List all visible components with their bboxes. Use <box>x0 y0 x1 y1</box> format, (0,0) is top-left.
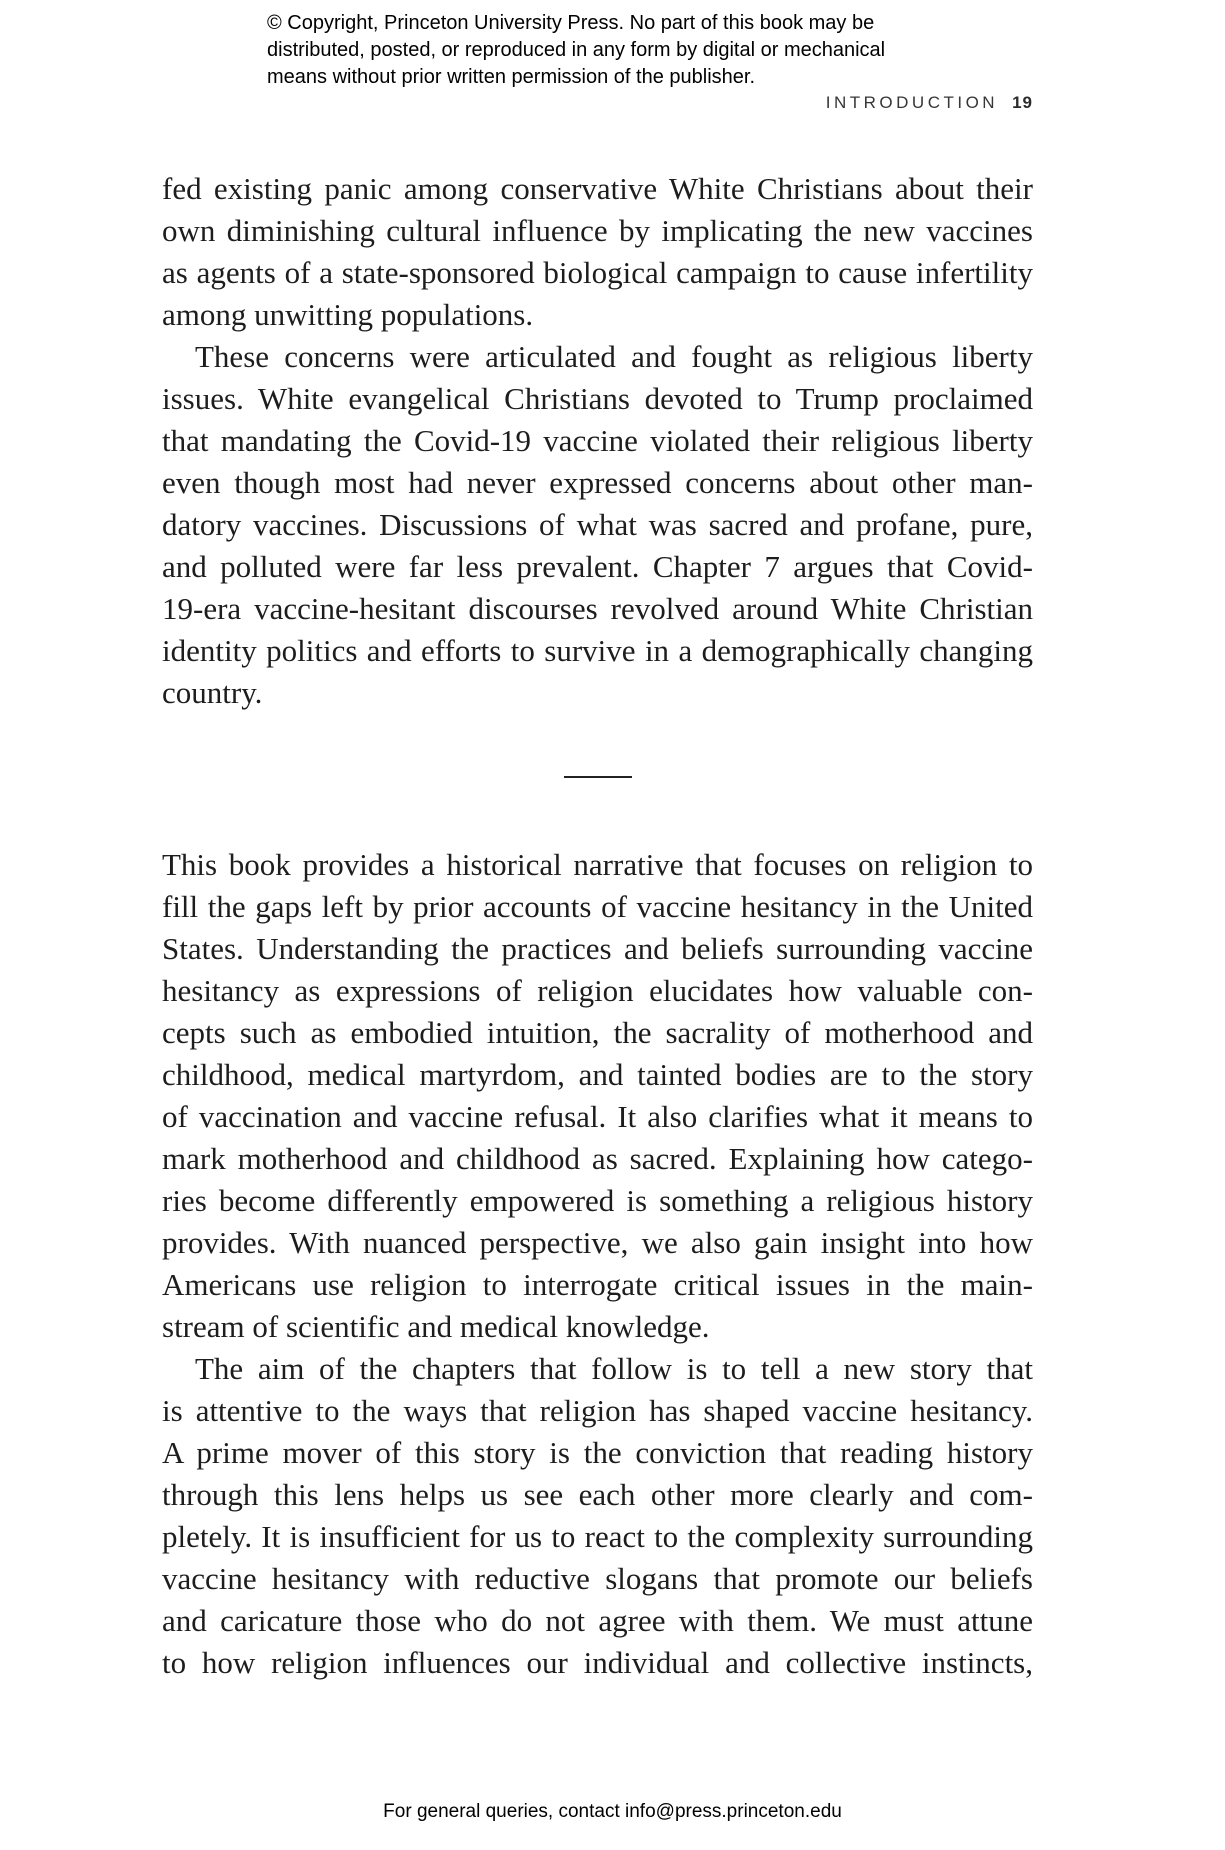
text-line: identity politics and efforts to survive in a demographically changing <box>162 633 1033 668</box>
text-line: States. Understanding the practices and beliefs surrounding vaccine <box>162 931 1033 966</box>
text-line: cepts such as embodied intuition, the sacrality of motherhood and <box>162 1015 1033 1050</box>
section-divider <box>564 776 632 778</box>
text-line: is attentive to the ways that religion has shaped vaccine hesitancy. <box>162 1393 1033 1428</box>
text-line: pletely. It is insufficient for us to react to the complexity surrounding <box>162 1519 1033 1554</box>
text-line: even though most had never expressed concerns about other man- <box>162 465 1033 500</box>
text-line: ries become differently empowered is something a religious history <box>162 1183 1033 1218</box>
text-line: stream of scientific and medical knowledge. <box>162 1309 710 1344</box>
text-line: own diminishing cultural influence by implicating the new vaccines <box>162 213 1033 248</box>
text-line: 19-era vaccine-hesitant discourses revolved around White Christian <box>162 591 1033 626</box>
text-line: childhood, medical martyrdom, and tainted bodies are to the story <box>162 1057 1033 1092</box>
copyright-line: © Copyright, Princeton University Press. No part of this book may be <box>267 12 875 34</box>
running-head <box>162 93 1033 113</box>
text-line: This book provides a historical narrative that focuses on religion to <box>162 847 1033 882</box>
text-line: and caricature those who do not agree with them. We must attune <box>162 1603 1033 1638</box>
text-line: Americans use religion to interrogate critical issues in the main- <box>162 1267 1033 1302</box>
text-line: fed existing panic among conservative White Christians about their <box>162 171 1033 206</box>
copyright-line: means without prior written permission of the publisher. <box>267 66 756 88</box>
text-line: of vaccination and vaccine refusal. It also clarifies what it means to <box>162 1099 1033 1134</box>
text-line: hesitancy as expressions of religion elucidates how valuable con- <box>162 973 1033 1008</box>
text-line: fill the gaps left by prior accounts of vaccine hesitancy in the United <box>162 889 1033 924</box>
paragraph <box>162 168 1033 336</box>
paragraph <box>162 336 1033 714</box>
text-line: mark motherhood and childhood as sacred. Explaining how catego- <box>162 1141 1033 1176</box>
running-head-title: INTRODUCTION <box>825 93 999 112</box>
paragraph <box>162 1348 1033 1684</box>
text-line: vaccine hesitancy with reductive slogans that promote our beliefs <box>162 1561 1033 1596</box>
text-line: provides. With nuanced perspective, we also gain insight into how <box>162 1225 1033 1260</box>
text-line: that mandating the Covid-19 vaccine violated their religious liberty <box>162 423 1033 458</box>
text-line: datory vaccines. Discussions of what was sacred and profane, pure, <box>162 507 1033 542</box>
paragraph <box>162 844 1033 1348</box>
copyright-line: distributed, posted, or reproduced in any form by digital or mechanical <box>267 39 886 61</box>
text-line: These concerns were articulated and fought as religious liberty <box>195 339 1033 374</box>
text-line: The aim of the chapters that follow is to tell a new story that <box>195 1351 1033 1386</box>
text-line: and polluted were far less prevalent. Chapter 7 argues that Covid- <box>162 549 1033 584</box>
body-text <box>162 168 1033 1684</box>
copyright-notice <box>267 10 885 91</box>
footer-contact-line: For general queries, contact info@press.princeton.edu <box>383 1801 842 1822</box>
text-line: A prime mover of this story is the conviction that reading history <box>162 1435 1033 1470</box>
text-line: country. <box>162 675 263 710</box>
text-line: issues. White evangelical Christians devoted to Trump proclaimed <box>162 381 1033 416</box>
text-line: as agents of a state-sponsored biological campaign to cause infertility <box>162 255 1033 290</box>
text-line: through this lens helps us see each other more clearly and com- <box>162 1477 1033 1512</box>
page-number: 19 <box>1012 93 1033 112</box>
text-line: among unwitting populations. <box>162 297 534 332</box>
text-line: to how religion influences our individual and collective instincts, <box>162 1645 1033 1680</box>
